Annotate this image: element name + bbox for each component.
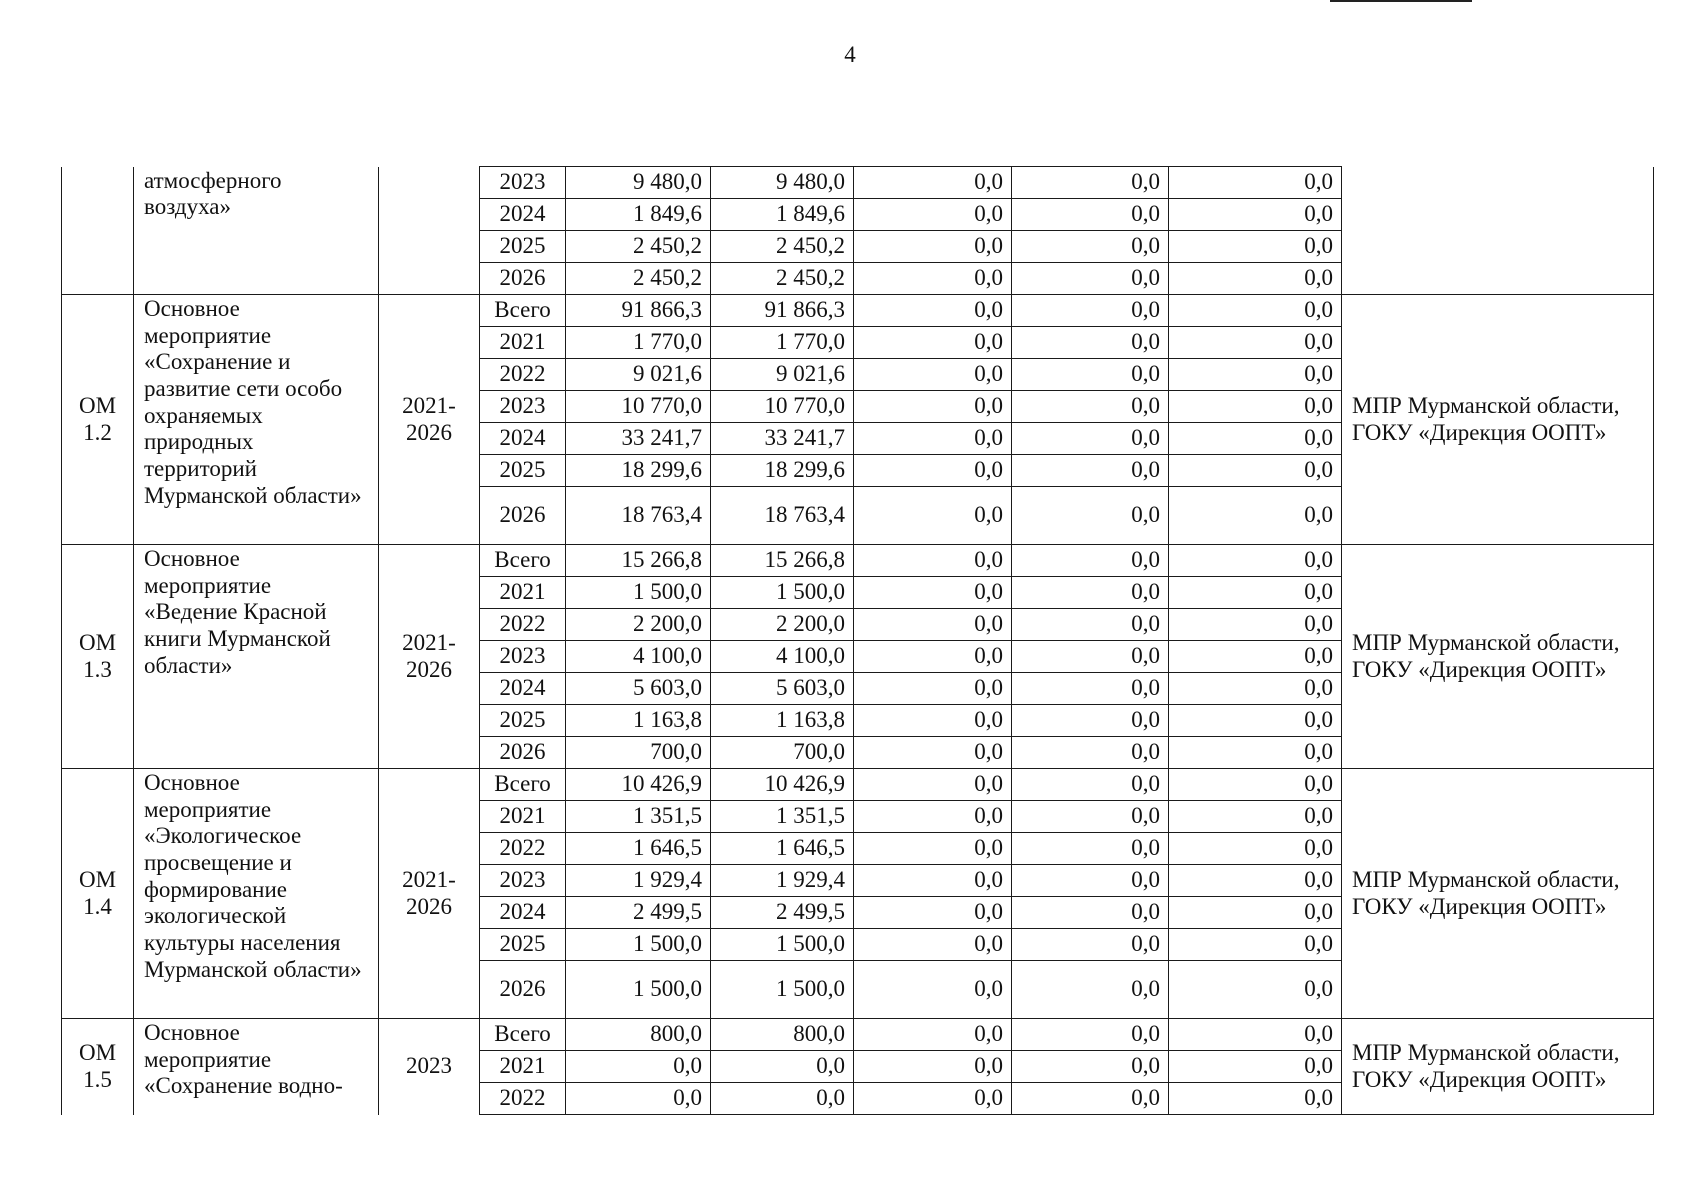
federal-value-cell: 0,0 <box>854 423 1012 455</box>
federal-value-cell: 0,0 <box>854 737 1012 769</box>
year-cell: 2022 <box>480 833 566 865</box>
total-value-cell: 0,0 <box>566 1051 711 1083</box>
measure-period-cell: 2021-2026 <box>379 295 480 545</box>
total-value-cell: 15 266,8 <box>566 545 711 577</box>
other-value-cell: 0,0 <box>1169 705 1342 737</box>
regional-value-cell: 10 426,9 <box>711 769 854 801</box>
year-cell: 2022 <box>480 1083 566 1115</box>
other-value-cell: 0,0 <box>1169 167 1342 199</box>
local-value-cell: 0,0 <box>1012 487 1169 545</box>
total-value-cell: 1 500,0 <box>566 577 711 609</box>
other-value-cell: 0,0 <box>1169 199 1342 231</box>
regional-value-cell: 0,0 <box>711 1083 854 1115</box>
table-body <box>62 167 1654 1115</box>
regional-value-cell: 4 100,0 <box>711 641 854 673</box>
year-cell: 2024 <box>480 673 566 705</box>
regional-value-cell: 1 770,0 <box>711 327 854 359</box>
year-cell: 2022 <box>480 609 566 641</box>
total-value-cell: 5 603,0 <box>566 673 711 705</box>
regional-value-cell: 1 646,5 <box>711 833 854 865</box>
federal-value-cell: 0,0 <box>854 263 1012 295</box>
page-number: 4 <box>844 42 856 67</box>
measure-code-cell: ОМ 1.5 <box>62 1019 134 1115</box>
federal-value-cell: 0,0 <box>854 359 1012 391</box>
year-cell: 2026 <box>480 263 566 295</box>
measure-period-cell: 2021-2026 <box>379 769 480 1019</box>
regional-value-cell: 1 500,0 <box>711 929 854 961</box>
federal-value-cell: 0,0 <box>854 897 1012 929</box>
local-value-cell: 0,0 <box>1012 359 1169 391</box>
other-value-cell: 0,0 <box>1169 327 1342 359</box>
total-value-cell: 2 499,5 <box>566 897 711 929</box>
year-cell: 2024 <box>480 423 566 455</box>
federal-value-cell: 0,0 <box>854 609 1012 641</box>
year-cell: 2021 <box>480 801 566 833</box>
federal-value-cell: 0,0 <box>854 487 1012 545</box>
regional-value-cell: 2 450,2 <box>711 231 854 263</box>
total-value-cell: 1 770,0 <box>566 327 711 359</box>
total-value-cell: 2 200,0 <box>566 609 711 641</box>
total-value-cell: 1 646,5 <box>566 833 711 865</box>
local-value-cell: 0,0 <box>1012 705 1169 737</box>
total-value-cell: 2 450,2 <box>566 263 711 295</box>
federal-value-cell: 0,0 <box>854 455 1012 487</box>
local-value-cell: 0,0 <box>1012 865 1169 897</box>
local-value-cell: 0,0 <box>1012 577 1169 609</box>
other-value-cell: 0,0 <box>1169 455 1342 487</box>
regional-value-cell: 9 480,0 <box>711 167 854 199</box>
local-value-cell: 0,0 <box>1012 1051 1169 1083</box>
local-value-cell: 0,0 <box>1012 167 1169 199</box>
regional-value-cell: 2 450,2 <box>711 263 854 295</box>
measure-code-cell: ОМ 1.4 <box>62 769 134 1019</box>
local-value-cell: 0,0 <box>1012 833 1169 865</box>
executor-cell: МПР Мурманской области, ГОКУ «Дирекция ООПТ» <box>1342 769 1654 1019</box>
table-row <box>62 545 1654 577</box>
other-value-cell: 0,0 <box>1169 769 1342 801</box>
regional-value-cell: 1 929,4 <box>711 865 854 897</box>
other-value-cell: 0,0 <box>1169 609 1342 641</box>
total-value-cell: 1 500,0 <box>566 929 711 961</box>
other-value-cell: 0,0 <box>1169 487 1342 545</box>
total-value-cell: 91 866,3 <box>566 295 711 327</box>
year-cell: 2026 <box>480 737 566 769</box>
budget-table <box>61 166 1654 1115</box>
year-cell: 2021 <box>480 327 566 359</box>
local-value-cell: 0,0 <box>1012 929 1169 961</box>
measure-period-cell: 2021-2026 <box>379 545 480 769</box>
year-cell: 2023 <box>480 641 566 673</box>
federal-value-cell: 0,0 <box>854 641 1012 673</box>
total-value-cell: 10 426,9 <box>566 769 711 801</box>
other-value-cell: 0,0 <box>1169 391 1342 423</box>
regional-value-cell: 1 500,0 <box>711 961 854 1019</box>
total-value-cell: 1 500,0 <box>566 961 711 1019</box>
executor-cell: МПР Мурманской области, ГОКУ «Дирекция ООПТ» <box>1342 545 1654 769</box>
table-row <box>62 295 1654 327</box>
local-value-cell: 0,0 <box>1012 769 1169 801</box>
regional-value-cell: 1 849,6 <box>711 199 854 231</box>
federal-value-cell: 0,0 <box>854 769 1012 801</box>
year-cell: 2025 <box>480 231 566 263</box>
local-value-cell: 0,0 <box>1012 455 1169 487</box>
federal-value-cell: 0,0 <box>854 1019 1012 1051</box>
total-value-cell: 4 100,0 <box>566 641 711 673</box>
federal-value-cell: 0,0 <box>854 199 1012 231</box>
other-value-cell: 0,0 <box>1169 263 1342 295</box>
measure-name-cell: Основное мероприятие «Ведение Красной книги Мурманской области» <box>134 545 379 769</box>
total-value-cell: 1 163,8 <box>566 705 711 737</box>
federal-value-cell: 0,0 <box>854 1051 1012 1083</box>
other-value-cell: 0,0 <box>1169 961 1342 1019</box>
measure-name-cell: атмосферного воздуха» <box>134 167 379 295</box>
other-value-cell: 0,0 <box>1169 897 1342 929</box>
year-cell: 2025 <box>480 929 566 961</box>
measure-name-cell: Основное мероприятие «Сохранение водно- <box>134 1019 379 1115</box>
total-value-cell: 1 849,6 <box>566 199 711 231</box>
local-value-cell: 0,0 <box>1012 673 1169 705</box>
regional-value-cell: 700,0 <box>711 737 854 769</box>
year-cell: Всего <box>480 1019 566 1051</box>
local-value-cell: 0,0 <box>1012 961 1169 1019</box>
year-cell: 2021 <box>480 1051 566 1083</box>
federal-value-cell: 0,0 <box>854 295 1012 327</box>
regional-value-cell: 33 241,7 <box>711 423 854 455</box>
year-cell: 2024 <box>480 199 566 231</box>
regional-value-cell: 800,0 <box>711 1019 854 1051</box>
regional-value-cell: 9 021,6 <box>711 359 854 391</box>
total-value-cell: 700,0 <box>566 737 711 769</box>
year-cell: Всего <box>480 295 566 327</box>
other-value-cell: 0,0 <box>1169 673 1342 705</box>
local-value-cell: 0,0 <box>1012 231 1169 263</box>
federal-value-cell: 0,0 <box>854 545 1012 577</box>
year-cell: 2025 <box>480 455 566 487</box>
regional-value-cell: 1 351,5 <box>711 801 854 833</box>
regional-value-cell: 91 866,3 <box>711 295 854 327</box>
total-value-cell: 10 770,0 <box>566 391 711 423</box>
local-value-cell: 0,0 <box>1012 391 1169 423</box>
measure-name-cell: Основное мероприятие «Экологическое просвещение и формирование экологической культуры населения Мурманской области» <box>134 769 379 1019</box>
federal-value-cell: 0,0 <box>854 231 1012 263</box>
regional-value-cell: 2 200,0 <box>711 609 854 641</box>
other-value-cell: 0,0 <box>1169 295 1342 327</box>
federal-value-cell: 0,0 <box>854 673 1012 705</box>
top-rule <box>1330 0 1472 2</box>
year-cell: 2021 <box>480 577 566 609</box>
federal-value-cell: 0,0 <box>854 167 1012 199</box>
local-value-cell: 0,0 <box>1012 295 1169 327</box>
year-cell: 2024 <box>480 897 566 929</box>
table-row <box>62 167 1654 199</box>
total-value-cell: 2 450,2 <box>566 231 711 263</box>
other-value-cell: 0,0 <box>1169 833 1342 865</box>
year-cell: 2023 <box>480 391 566 423</box>
total-value-cell: 18 299,6 <box>566 455 711 487</box>
federal-value-cell: 0,0 <box>854 391 1012 423</box>
regional-value-cell: 15 266,8 <box>711 545 854 577</box>
year-cell: 2025 <box>480 705 566 737</box>
measure-period-cell <box>379 167 480 295</box>
regional-value-cell: 1 500,0 <box>711 577 854 609</box>
year-cell: 2026 <box>480 487 566 545</box>
table-row <box>62 769 1654 801</box>
year-cell: 2022 <box>480 359 566 391</box>
federal-value-cell: 0,0 <box>854 929 1012 961</box>
total-value-cell: 1 351,5 <box>566 801 711 833</box>
federal-value-cell: 0,0 <box>854 577 1012 609</box>
local-value-cell: 0,0 <box>1012 327 1169 359</box>
year-cell: 2026 <box>480 961 566 1019</box>
year-cell: 2023 <box>480 865 566 897</box>
local-value-cell: 0,0 <box>1012 1019 1169 1051</box>
table-row <box>62 1019 1654 1051</box>
other-value-cell: 0,0 <box>1169 929 1342 961</box>
other-value-cell: 0,0 <box>1169 1083 1342 1115</box>
local-value-cell: 0,0 <box>1012 199 1169 231</box>
other-value-cell: 0,0 <box>1169 865 1342 897</box>
executor-cell: МПР Мурманской области, ГОКУ «Дирекция ООПТ» <box>1342 1019 1654 1115</box>
total-value-cell: 9 480,0 <box>566 167 711 199</box>
executor-cell <box>1342 167 1654 295</box>
regional-value-cell: 1 163,8 <box>711 705 854 737</box>
total-value-cell: 18 763,4 <box>566 487 711 545</box>
local-value-cell: 0,0 <box>1012 641 1169 673</box>
regional-value-cell: 10 770,0 <box>711 391 854 423</box>
total-value-cell: 0,0 <box>566 1083 711 1115</box>
measure-code-cell: ОМ 1.2 <box>62 295 134 545</box>
other-value-cell: 0,0 <box>1169 1051 1342 1083</box>
total-value-cell: 800,0 <box>566 1019 711 1051</box>
local-value-cell: 0,0 <box>1012 897 1169 929</box>
local-value-cell: 0,0 <box>1012 609 1169 641</box>
federal-value-cell: 0,0 <box>854 961 1012 1019</box>
other-value-cell: 0,0 <box>1169 577 1342 609</box>
regional-value-cell: 2 499,5 <box>711 897 854 929</box>
total-value-cell: 9 021,6 <box>566 359 711 391</box>
federal-value-cell: 0,0 <box>854 865 1012 897</box>
federal-value-cell: 0,0 <box>854 1083 1012 1115</box>
other-value-cell: 0,0 <box>1169 1019 1342 1051</box>
local-value-cell: 0,0 <box>1012 423 1169 455</box>
local-value-cell: 0,0 <box>1012 545 1169 577</box>
other-value-cell: 0,0 <box>1169 359 1342 391</box>
federal-value-cell: 0,0 <box>854 327 1012 359</box>
other-value-cell: 0,0 <box>1169 641 1342 673</box>
other-value-cell: 0,0 <box>1169 801 1342 833</box>
regional-value-cell: 18 763,4 <box>711 487 854 545</box>
total-value-cell: 1 929,4 <box>566 865 711 897</box>
measure-period-cell: 2023 <box>379 1019 480 1115</box>
regional-value-cell: 0,0 <box>711 1051 854 1083</box>
measure-code-cell <box>62 167 134 295</box>
local-value-cell: 0,0 <box>1012 801 1169 833</box>
federal-value-cell: 0,0 <box>854 801 1012 833</box>
local-value-cell: 0,0 <box>1012 263 1169 295</box>
other-value-cell: 0,0 <box>1169 545 1342 577</box>
total-value-cell: 33 241,7 <box>566 423 711 455</box>
measure-code-cell: ОМ 1.3 <box>62 545 134 769</box>
regional-value-cell: 18 299,6 <box>711 455 854 487</box>
other-value-cell: 0,0 <box>1169 423 1342 455</box>
year-cell: 2023 <box>480 167 566 199</box>
regional-value-cell: 5 603,0 <box>711 673 854 705</box>
other-value-cell: 0,0 <box>1169 231 1342 263</box>
year-cell: Всего <box>480 545 566 577</box>
measure-name-cell: Основное мероприятие «Сохранение и развитие сети особо охраняемых природных территорий Мурманской области» <box>134 295 379 545</box>
local-value-cell: 0,0 <box>1012 1083 1169 1115</box>
local-value-cell: 0,0 <box>1012 737 1169 769</box>
year-cell: Всего <box>480 769 566 801</box>
other-value-cell: 0,0 <box>1169 737 1342 769</box>
federal-value-cell: 0,0 <box>854 833 1012 865</box>
executor-cell: МПР Мурманской области, ГОКУ «Дирекция ООПТ» <box>1342 295 1654 545</box>
federal-value-cell: 0,0 <box>854 705 1012 737</box>
